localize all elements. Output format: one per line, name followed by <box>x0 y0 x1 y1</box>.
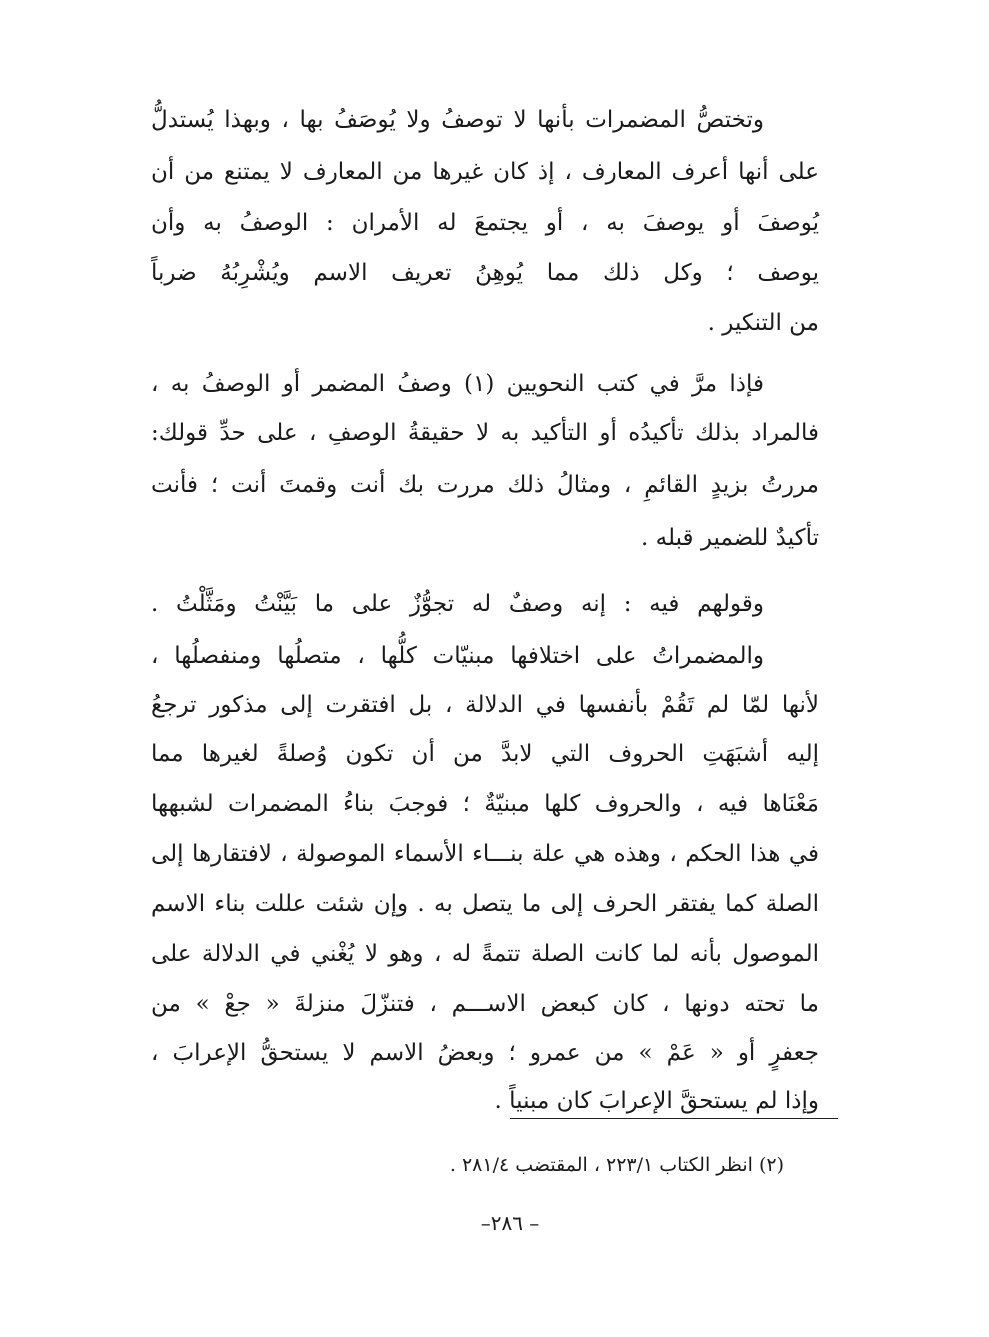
text-line: يُوصفَ أو يوصفَ به ، أو يجتمعَ له الأمران : الوصفُ به وأن <box>151 210 819 236</box>
text-line: مررتُ بزيدٍ القائمِ ، ومثالُ ذلك مررت بك أنت وقمتَ أنت ؛ فأنت <box>151 472 819 498</box>
text-line: لأنها لمّا لم تَقُمْ بأنفسها في الدلالة ، بل افتقرت إلى مذكور ترجعُ <box>151 692 819 718</box>
footnote: (٢) انظر الكتاب ٢٢٣/١ ، المقتضب ٢٨١/٤ . <box>449 1154 784 1176</box>
text-line: يوصف ؛ وكل ذلك مما يُوهِنُ تعريف الاسم ويُشْرِبُهُ ضرباً <box>151 260 819 286</box>
text-line: مَعْنَاها فيه ، والحروف كلها مبنيّةٌ ؛ فوجبَ بناءُ المضمرات لشبهها <box>151 791 819 817</box>
text-line: وإذا لم يستحقَّ الإعرابَ كان مبنياً . <box>494 1088 819 1114</box>
text-line: وتختصُّ المضمرات بأنها لا توصفُ ولا يُوصَفُ بها ، وبهذا يُستدلُّ <box>151 107 764 133</box>
text-line: فإذا مرَّ في كتب النحويين (١) وصفُ المضمر أو الوصفُ به ، <box>151 371 764 397</box>
text-line: وقولهم فيه : إنه وصفٌ له تجوُّزٌ على ما بَيَّنْتُ ومَثَّلْتُ . <box>151 591 764 617</box>
text-line: في هذا الحكم ، وهذه هي علة بنـــاء الأسماء الموصولة ، لافتقارها إلى <box>151 841 819 867</box>
text-line: من التنكير . <box>707 310 819 336</box>
text-line: الموصول بأنه لما كانت الصلة تتمةً له ، وهو لا يُغْني في الدلالة على <box>151 941 819 967</box>
text-line: والمضمراتُ على اختلافها مبنيّات كلُّها ، متصلُها ومنفصلُها ، <box>151 643 764 669</box>
text-line: ما تحته دونها ، كان كبعض الاســـم ، فتنزّلَ منزلةَ « جعْ » من <box>151 991 820 1017</box>
footnote-divider <box>510 1118 838 1119</box>
text-line: تأكيدٌ للضمير قبله . <box>641 525 819 551</box>
text-line: جعفرٍ أو « عَمْ » من عمرو ؛ وبعضُ الاسم لا يستحقُّ الإعرابَ ، <box>151 1040 819 1066</box>
text-line: إليه أشبَهَتِ الحروف التي لابدَّ من أن تكون وُصلةً لغيرها مما <box>151 741 819 767</box>
text-line: الصلة كما يفتقر الحرف إلى ما يتصل به . وإن شئت عللت بناء الاسم <box>151 891 819 917</box>
text-line: على أنها أعرف المعارف ، إذ كان غيرها من المعارف لا يمتنع من أن <box>151 159 819 185</box>
text-line: فالمراد بذلك تأكيدُه أو التأكيد به لا حقيقةُ الوصفِ ، على حدِّ قولك: <box>151 420 819 446</box>
page-number: –٢٨٦ – <box>480 1211 540 1235</box>
